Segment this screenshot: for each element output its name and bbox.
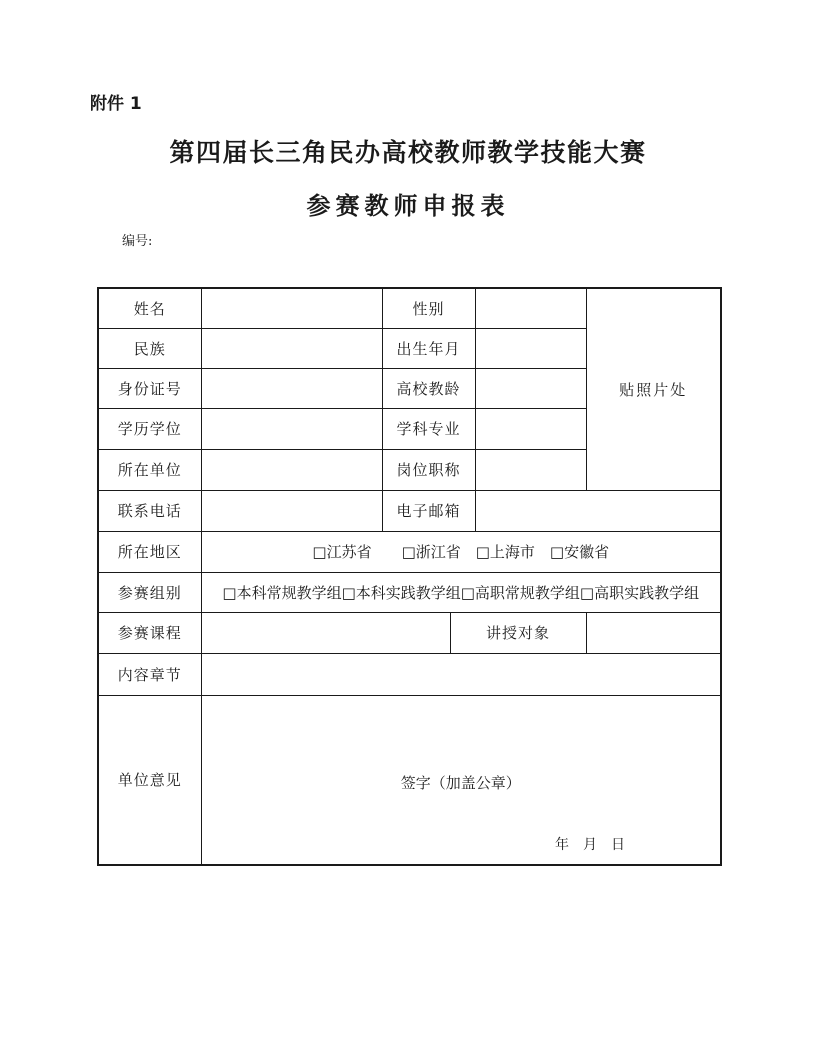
unit-opinion-label: 单位意见 — [98, 695, 201, 865]
row-group — [98, 572, 721, 612]
email-label: 电子邮箱 — [382, 490, 475, 531]
row-course-audience — [98, 612, 721, 653]
birth-date-label: 出生年月 — [382, 328, 475, 368]
post-title-label: 岗位职称 — [382, 449, 475, 490]
id-number-label: 身份证号 — [98, 368, 201, 408]
competition-course-label: 参赛课程 — [98, 612, 201, 653]
ethnicity-value-cell[interactable] — [201, 328, 382, 368]
form-subtitle: 参赛教师申报表 — [306, 191, 510, 220]
serial-number-label: 编号: — [122, 234, 153, 249]
contact-phone-value-cell[interactable] — [201, 490, 382, 531]
unit-opinion-value-cell[interactable] — [201, 695, 721, 865]
row-unit-opinion — [98, 695, 721, 865]
post-title-value-cell[interactable] — [475, 449, 586, 490]
row-region — [98, 531, 721, 572]
name-value-cell[interactable] — [201, 288, 382, 328]
competition-group-label: 参赛组别 — [98, 572, 201, 612]
photo-area-label: 贴照片处 — [619, 380, 688, 399]
row-name-gender — [98, 288, 721, 328]
work-unit-label: 所在单位 — [98, 449, 201, 490]
birth-date-value-cell[interactable] — [475, 328, 586, 368]
content-chapter-label: 内容章节 — [98, 653, 201, 695]
group-options-cell[interactable]: □本科常规教学组□本科实践教学组□高职常规教学组□高职实践教学组 — [201, 572, 721, 612]
work-unit-value-cell[interactable] — [201, 449, 382, 490]
email-value-cell[interactable] — [475, 490, 721, 531]
row-phone-email — [98, 490, 721, 531]
region-options-cell[interactable]: □江苏省 □浙江省 □上海市 □安徽省 — [201, 531, 721, 572]
date-placeholder: 年 月 日 — [555, 836, 626, 853]
teaching-age-value-cell[interactable] — [475, 368, 586, 408]
competition-course-value-cell[interactable] — [201, 612, 450, 653]
gender-label: 性别 — [382, 288, 475, 328]
subject-major-value-cell[interactable] — [475, 408, 586, 449]
signature-seal-note: 签字（加盖公章） — [400, 773, 521, 792]
teaching-audience-value-cell[interactable] — [586, 612, 721, 653]
form-title: 第四届长三角民办高校教师教学技能大赛 — [169, 138, 647, 167]
teaching-audience-label: 讲授对象 — [450, 612, 586, 653]
row-chapter — [98, 653, 721, 695]
contact-phone-label: 联系电话 — [98, 490, 201, 531]
teaching-age-label: 高校教龄 — [382, 368, 475, 408]
photo-area-cell — [586, 288, 721, 490]
id-number-value-cell[interactable] — [201, 368, 382, 408]
subject-major-label: 学科专业 — [382, 408, 475, 449]
education-degree-value-cell[interactable] — [201, 408, 382, 449]
content-chapter-value-cell[interactable] — [201, 653, 721, 695]
ethnicity-label: 民族 — [98, 328, 201, 368]
gender-value-cell[interactable] — [475, 288, 586, 328]
education-degree-label: 学历学位 — [98, 408, 201, 449]
attachment-label: 附件 1 — [90, 94, 142, 114]
application-form-table — [97, 287, 722, 866]
region-label: 所在地区 — [98, 531, 201, 572]
name-label: 姓名 — [98, 288, 201, 328]
